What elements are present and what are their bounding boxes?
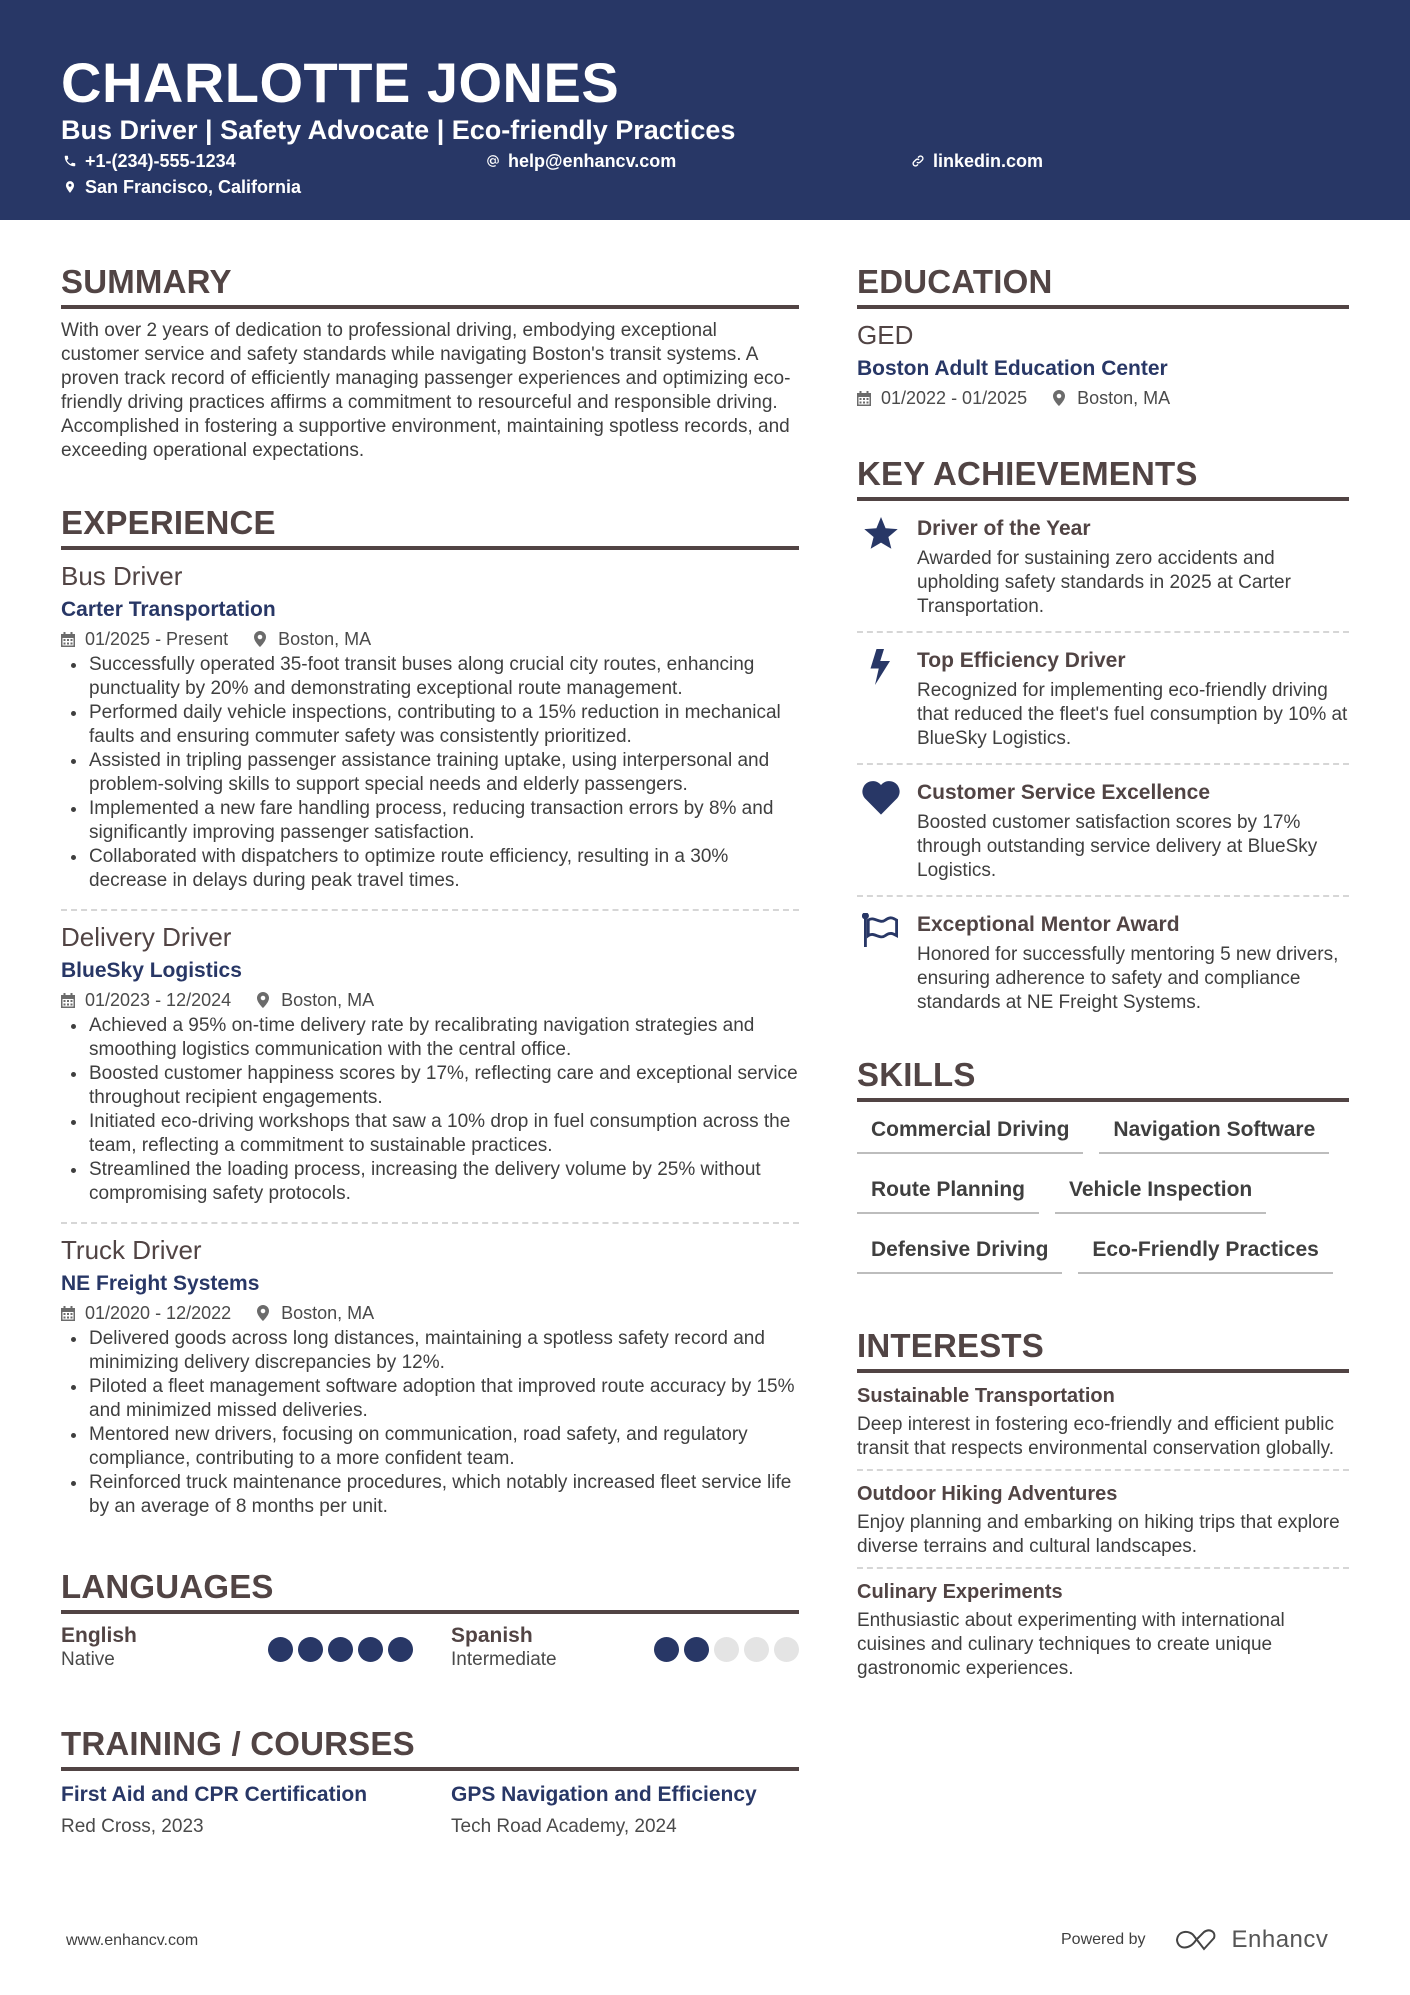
section-divider xyxy=(61,305,799,309)
interest-title: Culinary Experiments xyxy=(857,1581,1063,1603)
rating-dot-empty xyxy=(774,1637,799,1662)
rating-dot-filled xyxy=(388,1637,413,1662)
right-column xyxy=(857,262,1349,1681)
candidate-title: Bus Driver | Safety Advocate | Eco-friendly Practices xyxy=(61,115,736,145)
rating-dot-filled xyxy=(268,1637,293,1662)
company-name: BlueSky Logistics xyxy=(61,959,242,982)
section-divider xyxy=(857,1098,1349,1102)
job-bullets xyxy=(61,653,799,893)
section-divider xyxy=(857,305,1349,309)
training-section xyxy=(61,1724,799,1839)
phone-icon xyxy=(63,154,77,168)
summary-section xyxy=(61,262,799,463)
job-dates: 01/2023 - 12/2024 xyxy=(85,990,232,1010)
skill-tag: Eco-Friendly Practices xyxy=(1078,1232,1332,1274)
achievement-desc: Honored for successfully mentoring 5 new drivers, ensuring adherence to safety and compliance standards at NE Freight Systems. xyxy=(917,944,1339,1013)
calendar-icon xyxy=(61,993,75,1008)
language-item xyxy=(61,1624,451,1672)
rating-dot-empty xyxy=(714,1637,739,1662)
bullet-item: Reinforced truck maintenance procedures, which notably increased fleet service life by an average of 8 months per unit. xyxy=(61,1471,799,1519)
achievement-desc: Boosted customer satisfaction scores by 17% through outstanding service delivery at BlueSky Logistics. xyxy=(917,812,1318,881)
skill-tag: Commercial Driving xyxy=(857,1112,1083,1154)
entry-divider xyxy=(61,909,799,911)
experience-entry xyxy=(61,921,799,1214)
job-bullets xyxy=(61,1014,799,1206)
enhancv-logo-icon xyxy=(1174,1928,1220,1952)
job-meta xyxy=(61,627,799,651)
at-icon xyxy=(486,154,500,168)
location-text: San Francisco, California xyxy=(85,177,302,197)
interest-item xyxy=(857,1383,1349,1461)
job-location xyxy=(254,627,371,651)
language-level: Native xyxy=(61,1649,115,1670)
rating-dot-filled xyxy=(684,1637,709,1662)
calendar-icon xyxy=(61,1306,75,1321)
contact-phone xyxy=(63,150,236,172)
bullet-item: Implemented a new fare handling process, reducing transaction errors by 8% and significantly improving passenger satisfaction. xyxy=(61,797,799,845)
section-title-interests: INTERESTS xyxy=(857,1327,1044,1364)
achievement-item xyxy=(857,511,1349,625)
job-dates: 01/2025 - Present xyxy=(85,629,229,649)
star-icon xyxy=(863,517,899,551)
location-pin-icon xyxy=(257,1305,269,1321)
entry-divider xyxy=(857,631,1349,633)
language-rating xyxy=(654,1637,799,1662)
rating-dot-filled xyxy=(328,1637,353,1662)
calendar-icon xyxy=(61,632,75,647)
bullet-item: Piloted a fleet management software adoption that improved route accuracy by 15% and minimized missed deliveries. xyxy=(61,1375,799,1423)
calendar-icon xyxy=(857,391,871,406)
contact-linkedin[interactable] xyxy=(911,150,1043,172)
job-location-text: Boston, MA xyxy=(278,629,372,649)
job-location xyxy=(257,1301,374,1325)
education-school: Boston Adult Education Center xyxy=(857,357,1168,380)
entry-divider xyxy=(61,1222,799,1224)
achievement-item xyxy=(857,907,1349,1021)
languages-section xyxy=(61,1567,799,1672)
job-location xyxy=(257,988,374,1012)
education-degree: GED xyxy=(857,320,914,350)
interest-desc: Enjoy planning and embarking on hiking trips that explore diverse terrains and cultural landscapes. xyxy=(857,1512,1340,1557)
achievement-desc: Awarded for sustaining zero accidents and upholding safety standards in 2025 at Carter Transportation. xyxy=(917,548,1291,617)
location-pin-icon xyxy=(257,992,269,1008)
skill-list xyxy=(857,1112,1349,1292)
job-title: Delivery Driver xyxy=(61,922,232,952)
achievements-section xyxy=(857,454,1349,1021)
job-title: Bus Driver xyxy=(61,561,183,591)
achievement-item xyxy=(857,775,1349,889)
link-icon xyxy=(911,154,925,168)
powered-by-label: Powered by xyxy=(1061,1931,1146,1948)
bullet-item: Boosted customer happiness scores by 17%, reflecting care and exceptional service throughout recipient engagements. xyxy=(61,1062,799,1110)
language-rating xyxy=(268,1637,413,1662)
entry-divider xyxy=(857,895,1349,897)
candidate-name: CHARLOTTE JONES xyxy=(61,51,620,114)
section-title-summary: SUMMARY xyxy=(61,263,232,300)
section-title-languages: LANGUAGES xyxy=(61,1568,274,1605)
summary-text: With over 2 years of dedication to professional driving, embodying exceptional customer service and safety standards while navigating Boston's transit systems. A proven track record of efficiently managing passenger experiences and optimizing eco-friendly driving practices affirms a commitment to resourceful and responsible driving. Accomplished in fostering a supportive environment, maintaining spotless records, and exceeding operational expectations. xyxy=(61,320,791,461)
footer-branding[interactable] xyxy=(1061,1926,1328,1954)
interest-item xyxy=(857,1481,1349,1559)
job-dates: 01/2020 - 12/2022 xyxy=(85,1303,232,1323)
education-location-text: Boston, MA xyxy=(1077,388,1171,408)
bullet-item: Streamlined the loading process, increasing the delivery volume by 25% without compromising safety protocols. xyxy=(61,1158,799,1206)
entry-divider xyxy=(857,1469,1349,1471)
achievement-item xyxy=(857,643,1349,757)
bullet-item: Successfully operated 35-foot transit buses along crucial city routes, enhancing punctuality by 20% and demonstrating exceptional route management. xyxy=(61,653,799,701)
section-divider xyxy=(61,1767,799,1771)
location-pin-icon xyxy=(1053,390,1065,406)
linkedin-link[interactable]: linkedin.com xyxy=(933,151,1044,171)
skill-tag: Vehicle Inspection xyxy=(1055,1172,1266,1214)
skill-tag: Navigation Software xyxy=(1099,1112,1329,1154)
rating-dot-filled xyxy=(298,1637,323,1662)
course-provider: Red Cross, 2023 xyxy=(61,1816,204,1837)
email-link[interactable]: help@enhancv.com xyxy=(508,151,677,171)
bullet-item: Achieved a 95% on-time delivery rate by recalibrating navigation strategies and smoothing logistics communication with the central office. xyxy=(61,1014,799,1062)
interests-section xyxy=(857,1326,1349,1681)
achievement-title: Exceptional Mentor Award xyxy=(917,913,1180,936)
education-dates: 01/2022 - 01/2025 xyxy=(881,388,1028,408)
company-name: NE Freight Systems xyxy=(61,1272,260,1295)
job-meta xyxy=(61,1301,799,1325)
education-location xyxy=(1053,386,1170,410)
achievement-title: Driver of the Year xyxy=(917,517,1091,540)
bullet-item: Assisted in tripling passenger assistance training uptake, using interpersonal and problem-solving skills to support special needs and elderly passengers. xyxy=(61,749,799,797)
skill-tag: Defensive Driving xyxy=(857,1232,1062,1274)
section-divider xyxy=(857,497,1349,501)
course-provider: Tech Road Academy, 2024 xyxy=(451,1816,677,1837)
interest-desc: Deep interest in fostering eco-friendly and efficient public transit that respects environmental conservation globally. xyxy=(857,1414,1335,1459)
lightning-icon xyxy=(870,649,892,685)
interest-title: Outdoor Hiking Adventures xyxy=(857,1483,1118,1505)
language-level: Intermediate xyxy=(451,1649,557,1670)
company-name: Carter Transportation xyxy=(61,598,276,621)
bullet-item: Delivered goods across long distances, maintaining a spotless safety record and minimizing delivery discrepancies by 12%. xyxy=(61,1327,799,1375)
achievement-desc: Recognized for implementing eco-friendly driving that reduced the fleet's fuel consumption by 10% at BlueSky Logistics. xyxy=(917,680,1348,749)
entry-divider xyxy=(857,763,1349,765)
course-item xyxy=(61,1781,451,1839)
skill-tag: Route Planning xyxy=(857,1172,1039,1214)
interest-desc: Enthusiastic about experimenting with international cuisines and culinary techniques to create unique gastronomic experiences. xyxy=(857,1610,1285,1679)
experience-section xyxy=(61,503,799,1527)
flag-icon xyxy=(862,913,900,947)
bullet-item: Performed daily vehicle inspections, contributing to a 15% reduction in mechanical faults and ensuring commuter safety was consistently prioritized. xyxy=(61,701,799,749)
bullet-item: Initiated eco-driving workshops that saw a 10% drop in fuel consumption across the team, reflecting a commitment to sustainable practices. xyxy=(61,1110,799,1158)
education-section xyxy=(857,262,1349,410)
rating-dot-filled xyxy=(358,1637,383,1662)
course-item xyxy=(451,1781,799,1839)
section-title-education: EDUCATION xyxy=(857,263,1053,300)
location-pin-icon xyxy=(254,631,266,647)
course-title: First Aid and CPR Certification xyxy=(61,1783,368,1806)
location-pin-icon xyxy=(63,180,77,194)
course-title: GPS Navigation and Efficiency xyxy=(451,1783,757,1806)
phone-text: +1-(234)-555-1234 xyxy=(85,151,236,171)
bullet-item: Mentored new drivers, focusing on communication, road safety, and regulatory compliance, contributing to a more confident team. xyxy=(61,1423,799,1471)
section-title-training: TRAINING / COURSES xyxy=(61,1725,415,1762)
language-name: English xyxy=(61,1624,137,1647)
job-location-text: Boston, MA xyxy=(281,990,375,1010)
bullet-item: Collaborated with dispatchers to optimize route efficiency, resulting in a 30% decrease in delays during peak travel times. xyxy=(61,845,799,893)
language-list xyxy=(61,1624,799,1672)
language-name: Spanish xyxy=(451,1624,533,1647)
rating-dot-empty xyxy=(744,1637,769,1662)
footer-website[interactable]: www.enhancv.com xyxy=(66,1932,199,1949)
course-list xyxy=(61,1781,799,1839)
heart-icon xyxy=(862,781,900,815)
section-divider xyxy=(61,1610,799,1614)
education-meta xyxy=(857,386,1349,410)
achievement-title: Customer Service Excellence xyxy=(917,781,1210,804)
language-item xyxy=(451,1624,799,1672)
section-divider xyxy=(61,546,799,550)
section-title-experience: EXPERIENCE xyxy=(61,504,276,541)
interest-title: Sustainable Transportation xyxy=(857,1385,1115,1407)
contact-email[interactable] xyxy=(486,150,676,172)
section-divider xyxy=(857,1369,1349,1373)
resume-header xyxy=(0,0,1410,220)
interest-item xyxy=(857,1579,1349,1681)
brand-name: Enhancv xyxy=(1231,1926,1329,1953)
section-title-skills: SKILLS xyxy=(857,1056,976,1093)
entry-divider xyxy=(857,1567,1349,1569)
section-title-achievements: KEY ACHIEVEMENTS xyxy=(857,455,1198,492)
achievement-title: Top Efficiency Driver xyxy=(917,649,1126,672)
experience-entry xyxy=(61,1234,799,1527)
job-bullets xyxy=(61,1327,799,1519)
job-location-text: Boston, MA xyxy=(281,1303,375,1323)
contact-location xyxy=(63,176,301,198)
job-meta xyxy=(61,988,799,1012)
job-title: Truck Driver xyxy=(61,1235,202,1265)
rating-dot-filled xyxy=(654,1637,679,1662)
left-column xyxy=(61,262,799,1839)
experience-entry xyxy=(61,560,799,901)
skills-section xyxy=(857,1055,1349,1292)
